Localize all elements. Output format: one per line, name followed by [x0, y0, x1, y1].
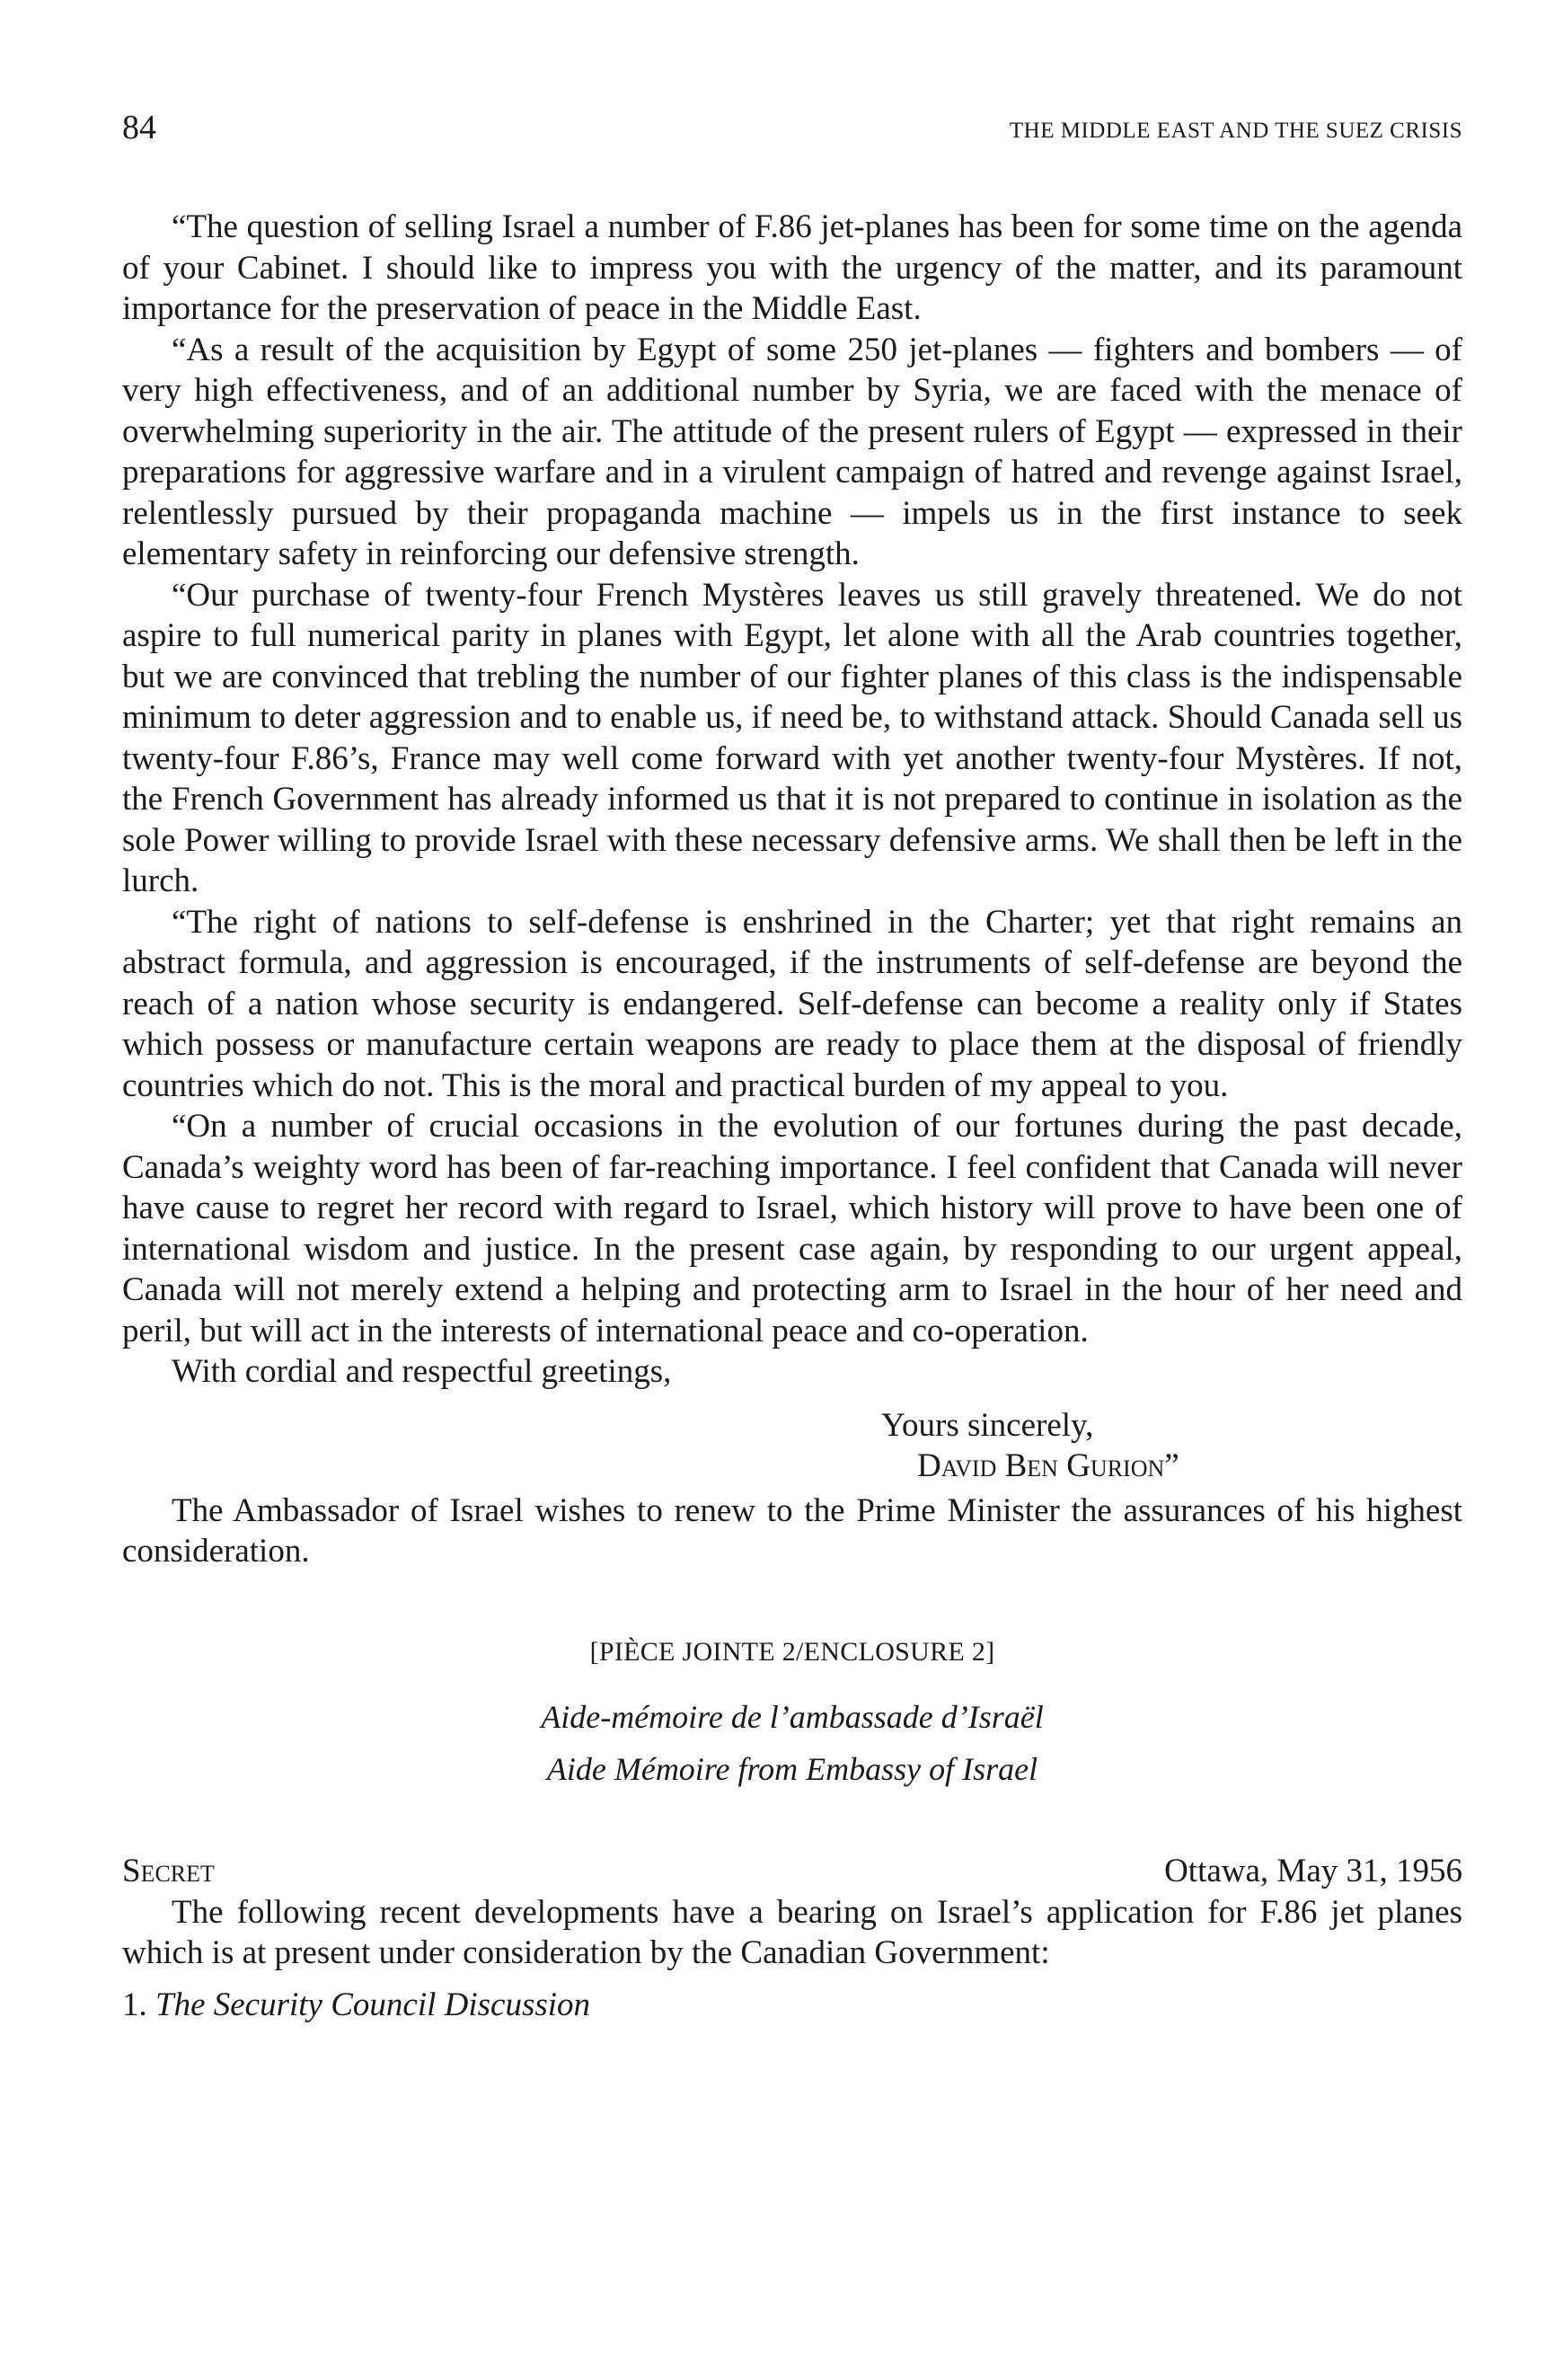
- running-title: THE MIDDLE EAST AND THE SUEZ CRISIS: [1009, 119, 1462, 143]
- document-body: [122, 207, 1462, 2025]
- letter-paragraph: “Our purchase of twenty-four French Mystères leaves us still gravely threatened. We do not aspire to full numerical parity in planes with Egypt, let alone with all the Arab countries together, but we are convinced that trebling the number of our fighter planes of this class is the indispensable minimum to deter aggression and to enable us, if need be, to withstand attack. Should Canada sell us twenty-four F.86’s, France may well come forward with yet another twenty-four Mystères. If not, the French Government has already informed us that it is not prepared to continue in isolation as the sole Power willing to provide Israel with these necessary defensive arms. We shall then be left in the lurch.: [122, 576, 1462, 899]
- memo-header-row: [122, 1851, 1462, 1892]
- letter-paragraph: “The question of selling Israel a number of F.86 jet-planes has been for some time on the agenda of your Cabinet. I should like to impress you with the urgency of the matter, and its paramount importance for the preservation of peace in the Middle East.: [122, 208, 1462, 327]
- enclosure-title-french: Aide-mémoire de l’ambassade d’Israël: [541, 1698, 1044, 1735]
- memo-intro-paragraph: The following recent developments have a bearing on Israel’s application for F.86 jet planes which is at present under consideration by the Canadian Government:: [122, 1893, 1462, 1971]
- letter-greeting: With cordial and respectful greetings,: [172, 1353, 672, 1390]
- ambassador-closing-note: The Ambassador of Israel wishes to renew to the Prime Minister the assurances of his highest consideration.: [122, 1491, 1462, 1570]
- letter-sign-off: Yours sincerely,: [881, 1406, 1094, 1444]
- page-number: 84: [122, 109, 156, 146]
- enclosure-label: [PIÈCE JOINTE 2/ENCLOSURE 2]: [589, 1636, 995, 1667]
- enclosure-title-english: Aide Mémoire from Embassy of Israel: [546, 1750, 1038, 1787]
- memo-section-heading: [122, 1985, 1462, 2026]
- running-header: [122, 108, 1462, 153]
- letter-paragraph: “The right of nations to self-defense is enshrined in the Charter; yet that right remains an abstract formula, and aggression is encouraged, if the instruments of self-defense are beyond the reach of a nation whose security is endangered. Self-defense can become a reality only if States which possess or manufacture certain weapons are ready to place them at the disposal of friendly countries which do not. This is the moral and practical burden of my appeal to you.: [122, 903, 1462, 1104]
- letter-signature: David Ben Gurion”: [917, 1447, 1179, 1484]
- classification-label: Secret: [122, 1852, 215, 1889]
- memo-place-date: Ottawa, May 31, 1956: [1164, 1852, 1462, 1889]
- section-title: The Security Council Discussion: [155, 1986, 591, 2023]
- section-number: 1.: [122, 1986, 147, 2023]
- letter-paragraph: “On a number of crucial occasions in the evolution of our fortunes during the past decade, Canada’s weighty word has been of far-reaching importance. I feel confident that Canada will never have cause to regret her record with regard to Israel, which history will prove to have been one of international wisdom and justice. In the present case again, by responding to our urgent appeal, Canada will not merely extend a helping and protecting arm to Israel in the hour of her need and peril, but will act in the interests of international peace and co-operation.: [122, 1108, 1462, 1349]
- letter-paragraph: “As a result of the acquisition by Egypt of some 250 jet-planes — fighters and bombers — of very high effectiveness, and of an additional number by Syria, we are faced with the menace of overwhelming superiority in the air. The attitude of the present rulers of Egypt — expressed in their preparations for aggressive warfare and in a virulent campaign of hatred and revenge against Israel, relentlessly pursued by their propaganda machine — impels us in the first instance to seek elementary safety in reinforcing our defensive strength.: [122, 331, 1462, 572]
